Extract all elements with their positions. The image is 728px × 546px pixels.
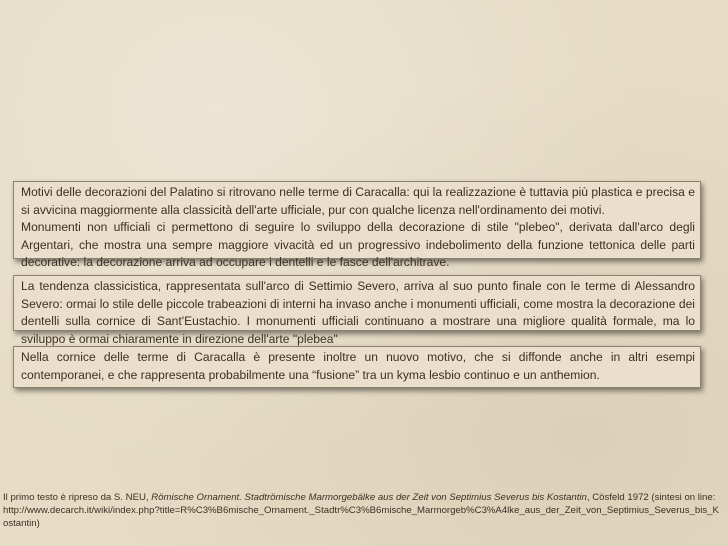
paragraph-unofficial-monuments: Monumenti non ufficiali ci permettono di seguire lo sviluppo della decorazione di stile "plebeo", derivata dall'arco degli Argentari, che mostra una sempre maggiore vivacità ed un progressivo indebolimento della funzione tettonica delle parti decorative: la decorazione arriva ad occupare i dentelli e le fasce dell'architrave. [21,220,695,270]
text-box-new-motif [13,346,701,388]
paragraph-classicistic-tendency: La tendenza classicistica, rappresentata sull'arco di Settimio Severo, arriva al suo punto finale con le terme di Alessandro Severo: ormai lo stile delle piccole trabeazioni di interni ha invaso anche i monumenti ufficiali, come mostra la decorazione dei dentelli sulla cornice di Sant'Eustachio. I monumenti ufficiali continuano a mostrare una migliore qualità formale, ma lo sviluppo è ormai chiaramente in direzione dell'arte "plebea" [21,279,695,346]
paragraph-caracalla-motifs: Motivi delle decorazioni del Palatino si ritrovano nelle terme di Caracalla: qui la realizzazione è tuttavia più plastica e precisa e si avvicina maggiormente alla classicità dell'arte ufficiale, pur con qualche licenza nell'ordinamento dei motivi. [21,185,695,217]
paragraph-new-motif: Nella cornice delle terme di Caracalla è presente inoltre un nuovo motivo, che si diffonde anche in altri esempi contemporanei, e che rappresenta probabilmente una “fusione” tra un kyma lesbio continuo e un anthemion. [21,350,695,382]
text-box-palatino [13,181,701,270]
footnote-url[interactable]: http://www.decarch.it/wiki/index.php?title=R%C3%B6mische_Ornament._Stadtr%C3%B6mische_Marmorgeb%C3%A4lke_aus_der_Zeit_von_Septimius_Severus_bis_Kostantin) [3,505,719,530]
source-footnote [3,491,723,530]
footnote-book-title: Römische Ornament. Stadtrömische Marmorgebälke aus der Zeit von Septimius Severus bis Kostantin [151,492,587,503]
footnote-prefix: Il primo testo è ripreso da S. NEU, [3,492,152,503]
footnote-suffix: , Cösfeld 1972 (sintesi on line: [586,492,716,503]
text-box-classicistic-tendency [13,275,701,346]
